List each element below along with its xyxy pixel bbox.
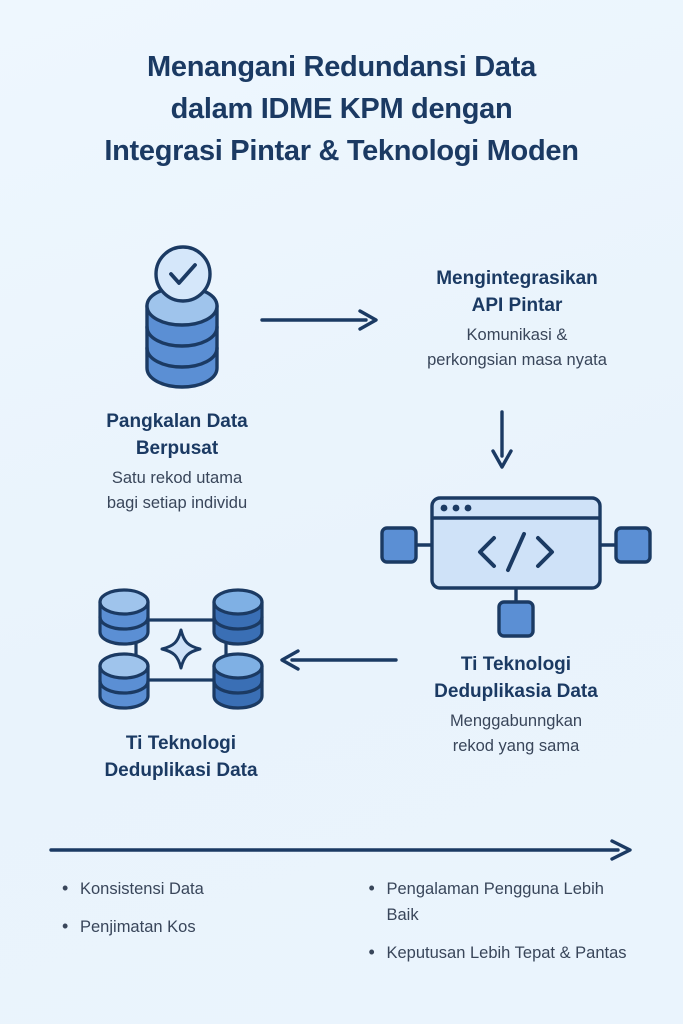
api-sub-line-2: perkongsian masa nyata	[427, 351, 607, 369]
benefit-item: • Penjimatan Kos	[62, 914, 349, 940]
database-title-line-1: Pangkalan Data	[106, 411, 248, 432]
dedup-title-line-2: Deduplikasi Data	[104, 760, 258, 781]
benefits-section	[0, 876, 683, 978]
code-title-line-2: Deduplikasia Data	[434, 681, 598, 702]
arrow-down-icon	[482, 410, 522, 477]
dedup-title-line-1: Ti Teknologi	[125, 733, 237, 754]
title-line-3: Integrasi Pintar & Teknologi Moden	[104, 135, 579, 167]
api-title-line-1: Mengintegrasikan	[436, 268, 598, 289]
code-sub-line-2: rekod yang sama	[452, 737, 580, 755]
dedup-labels	[40, 730, 322, 784]
step-deduplication-tech	[376, 480, 656, 759]
benefit-item: • Pengalaman Pengguna Lebih Baik	[369, 876, 636, 928]
database-sub-line-2: bagi setiap individu	[106, 494, 248, 512]
page-title	[0, 46, 683, 172]
code-labels	[376, 651, 656, 759]
api-title-line-2: API Pintar	[471, 295, 563, 316]
code-title-line-1: Ti Teknologi	[460, 654, 572, 675]
title-line-1: Menangani Redundansi Data	[147, 51, 536, 83]
divider-arrow-icon	[48, 838, 638, 867]
database-title-line-2: Berpusat	[135, 438, 219, 459]
code-window-icon	[376, 480, 656, 655]
benefit-item: • Keputusan Lebih Tepat & Pantas	[369, 940, 636, 966]
title-line-2: dalam IDME KPM dengan	[170, 93, 513, 125]
dedup-databases-icon	[40, 580, 322, 730]
step-smart-api	[372, 265, 662, 373]
api-sub-line-1: Komunikasi &	[466, 326, 568, 344]
benefits-column-right	[349, 876, 636, 978]
code-sub-line-1: Menggabunngkan	[449, 712, 583, 730]
benefit-item: • Konsistensi Data	[62, 876, 349, 902]
step-central-database	[52, 228, 302, 516]
database-labels	[52, 408, 302, 516]
benefits-column-left	[62, 876, 349, 978]
arrow-right-icon	[258, 300, 386, 345]
step-dedup-result	[40, 580, 322, 784]
database-sub-line-1: Satu rekod utama	[111, 469, 243, 487]
